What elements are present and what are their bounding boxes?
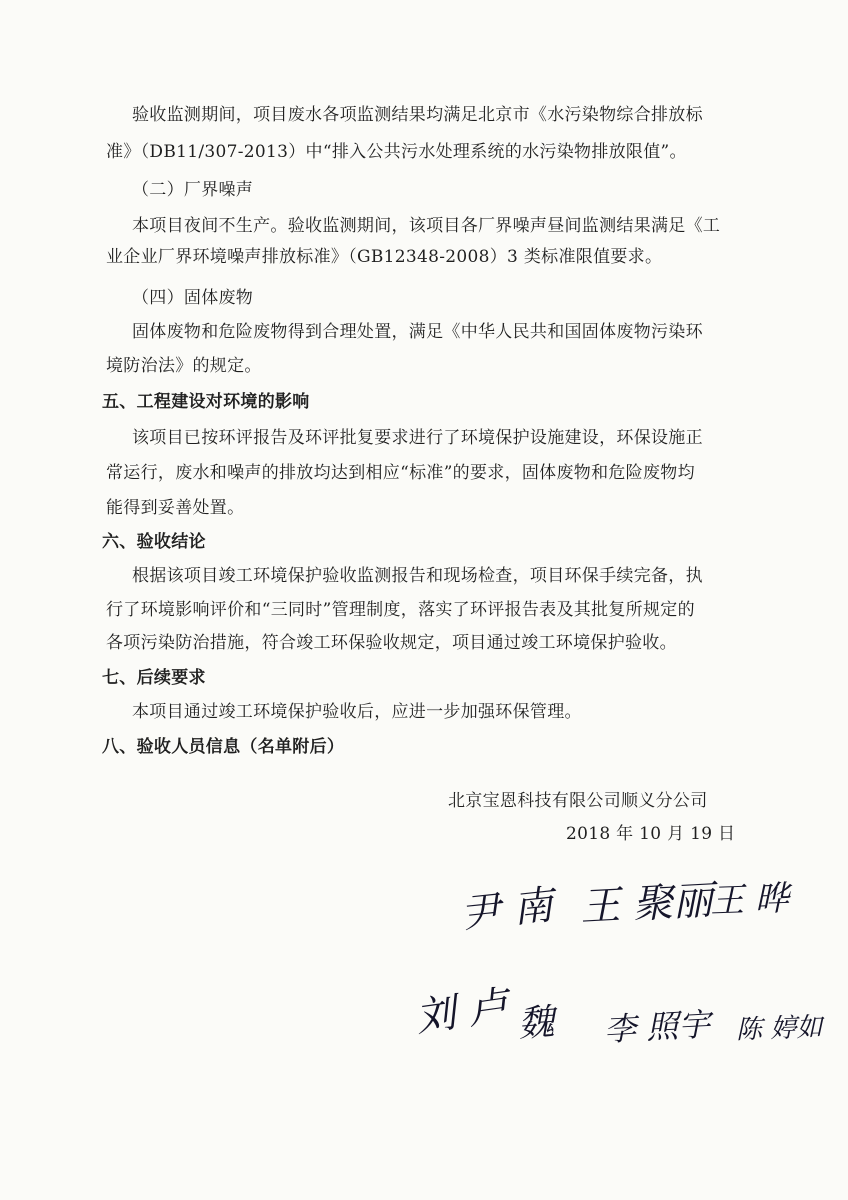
paragraph-line: 根据该项目竣工环境保护验收监测报告和现场检查，项目环保手续完备，执 xyxy=(132,566,703,586)
section-heading: 六、验收结论 xyxy=(102,532,206,552)
paragraph-line: 本项目夜间不生产。验收监测期间，该项目各厂界噪声昼间监测结果满足《工 xyxy=(132,216,721,236)
paragraph-line: 常运行，废水和噪声的排放均达到相应“标准”的要求，固体废物和危险废物均 xyxy=(106,463,695,483)
section-subheading: （二）厂界噪声 xyxy=(132,180,254,200)
signature-5: 魏 xyxy=(516,1001,556,1046)
document-date: 2018 年 10 月 19 日 xyxy=(566,824,736,844)
signature-7: 陈 婷如 xyxy=(735,1012,823,1046)
paragraph-line: 验收监测期间，项目废水各项监测结果均满足北京市《水污染物综合排放标 xyxy=(132,105,703,125)
paragraph-line: 准》（DB11/307-2013）中“排入公共污水处理系统的水污染物排放限值”。 xyxy=(106,142,687,162)
paragraph-line: 业企业厂界环境噪声排放标准》（GB12348-2008）3 类标准限值要求。 xyxy=(106,247,663,267)
section-heading: 七、后续要求 xyxy=(102,668,206,688)
paragraph-line: 该项目已按环评报告及环评批复要求进行了环境保护设施建设，环保设施正 xyxy=(132,428,703,448)
section-heading: 八、验收人员信息（名单附后） xyxy=(102,737,345,757)
signature-2: 王 聚丽 xyxy=(579,877,715,931)
section-heading: 五、工程建设对环境的影响 xyxy=(102,392,310,412)
paragraph-line: 各项污染防治措施，符合竣工环保验收规定，项目通过竣工环境保护验收。 xyxy=(106,633,677,653)
paragraph-line: 行了环境影响评价和“三同时”管理制度，落实了环评报告表及其批复所规定的 xyxy=(106,600,695,620)
paragraph-line: 能得到妥善处置。 xyxy=(106,498,245,518)
signature-4: 刘 卢 xyxy=(412,982,511,1042)
signature-6: 李 照宇 xyxy=(603,1005,712,1049)
paragraph-line: 固体废物和危险废物得到合理处置，满足《中华人民共和国固体废物污染环 xyxy=(132,322,703,342)
company-name: 北京宝恩科技有限公司顺义分公司 xyxy=(448,791,708,811)
signature-1: 尹 南 xyxy=(458,882,556,938)
signature-3: 王 晔 xyxy=(709,878,790,922)
paragraph-line: 本项目通过竣工环境保护验收后，应进一步加强环保管理。 xyxy=(132,702,582,722)
section-subheading: （四）固体废物 xyxy=(132,288,254,308)
paragraph-line: 境防治法》的规定。 xyxy=(106,356,262,376)
